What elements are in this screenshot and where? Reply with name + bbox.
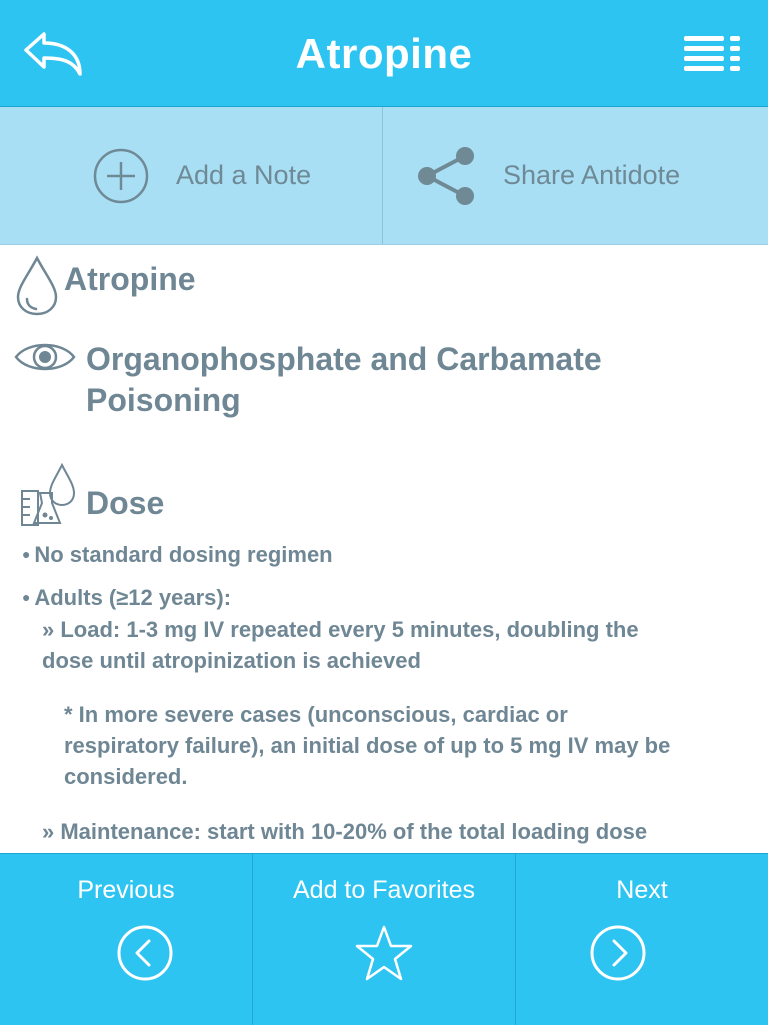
add-to-favorites-button[interactable]: [253, 854, 515, 1025]
add-note-label: Add a Note: [176, 160, 312, 190]
antidote-detail: [0, 245, 768, 853]
previous-button[interactable]: [0, 854, 252, 1025]
drug-name: Atropine: [64, 261, 196, 297]
dose-line: ● Adults (≥12 years):: [22, 582, 231, 613]
dose-line: ● No standard dosing regimen: [22, 539, 333, 570]
action-divider: [382, 107, 383, 244]
indication-title: Organophosphate and Carbamate Poisoning: [86, 341, 602, 418]
chevron-left-circle-icon: [116, 924, 174, 982]
dose-line: » Load: 1-3 mg IV repeated every 5 minutes, doubling the: [42, 617, 639, 642]
top-bar: [0, 0, 768, 107]
action-bar: [0, 107, 768, 245]
dose-line: dose until atropinization is achieved: [42, 648, 421, 673]
dose-line: considered.: [64, 764, 188, 789]
bottom-nav: [0, 853, 768, 1025]
drop-icon: [14, 255, 60, 317]
page-title: Atropine: [295, 30, 473, 77]
share-antidote-button[interactable]: [415, 107, 680, 244]
dose-line: » Maintenance: start with 10-20% of the total loading dose: [42, 819, 648, 844]
plus-circle-icon: [92, 147, 150, 205]
next-label: Next: [616, 876, 668, 904]
share-antidote-label: Share Antidote: [503, 160, 681, 190]
eye-icon: [14, 337, 76, 377]
chevron-right-circle-icon: [589, 924, 647, 982]
dose-line: respiratory failure), an initial dose of up to 5 mg IV may be: [64, 733, 671, 758]
dose-heading: Dose: [86, 485, 165, 521]
share-icon: [415, 145, 477, 207]
add-note-button[interactable]: [92, 107, 311, 244]
list-menu-icon[interactable]: [684, 36, 742, 72]
dose-flask-icon: [18, 463, 78, 529]
star-icon: [353, 924, 415, 984]
dose-line: * In more severe cases (unconscious, cardiac or: [64, 702, 568, 727]
favorites-label: Add to Favorites: [292, 876, 476, 904]
previous-label: Previous: [77, 876, 175, 904]
next-button[interactable]: [516, 854, 768, 1025]
